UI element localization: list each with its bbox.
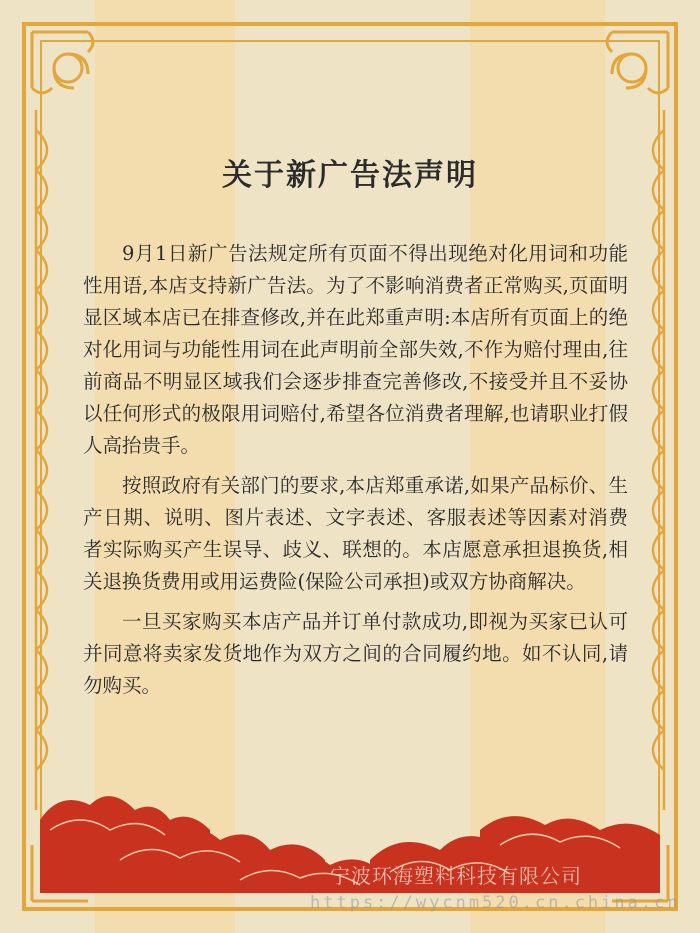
document-body — [83, 238, 628, 710]
paragraph-1: 9月1日新广告法规定所有页面不得出现绝对化用词和功能性用语,本店支持新广告法。为了不影响消费者正常购买,页面明显区域本店已在排查修改,并在此郑重声明:本店所有页面上的绝对化用词与功能性用词在此声明前全部失效,不作为赔付理由,往前商品不明显区域我们会逐步排查完善修改,不接受并且不妥协以任何形式的极限用词赔付,希望各位消费者理解,也请职业打假人高抬贵手。 — [83, 242, 628, 457]
watermark-url: https://wycnm520.cn.china.cn — [310, 893, 681, 913]
corner-ornament-top-left — [28, 28, 118, 118]
paragraph-3: 一旦买家购买本店产品并订单付款成功,即视为买家已认可并同意将卖家发货地作为双方之间的合同履约地。如不认同,请勿购买。 — [83, 610, 628, 697]
company-name-mark: 宁波环海塑料科技有限公司 — [330, 864, 582, 888]
left-border-pattern — [30, 110, 62, 810]
right-border-pattern — [638, 110, 670, 810]
paragraph-2: 按照政府有关部门的要求,本店郑重承诺,如果产品标价、生产日期、说明、图片表述、文字表述、客服表述等因素对消费者实际购买产生误导、歧义、联想的。本店愿意承担退换货,相关退换货费用或用运费险(保险公司承担)或双方协商解决。 — [83, 474, 628, 593]
document-title: 关于新广告法声明 — [222, 158, 478, 193]
corner-ornament-top-right — [582, 28, 672, 118]
